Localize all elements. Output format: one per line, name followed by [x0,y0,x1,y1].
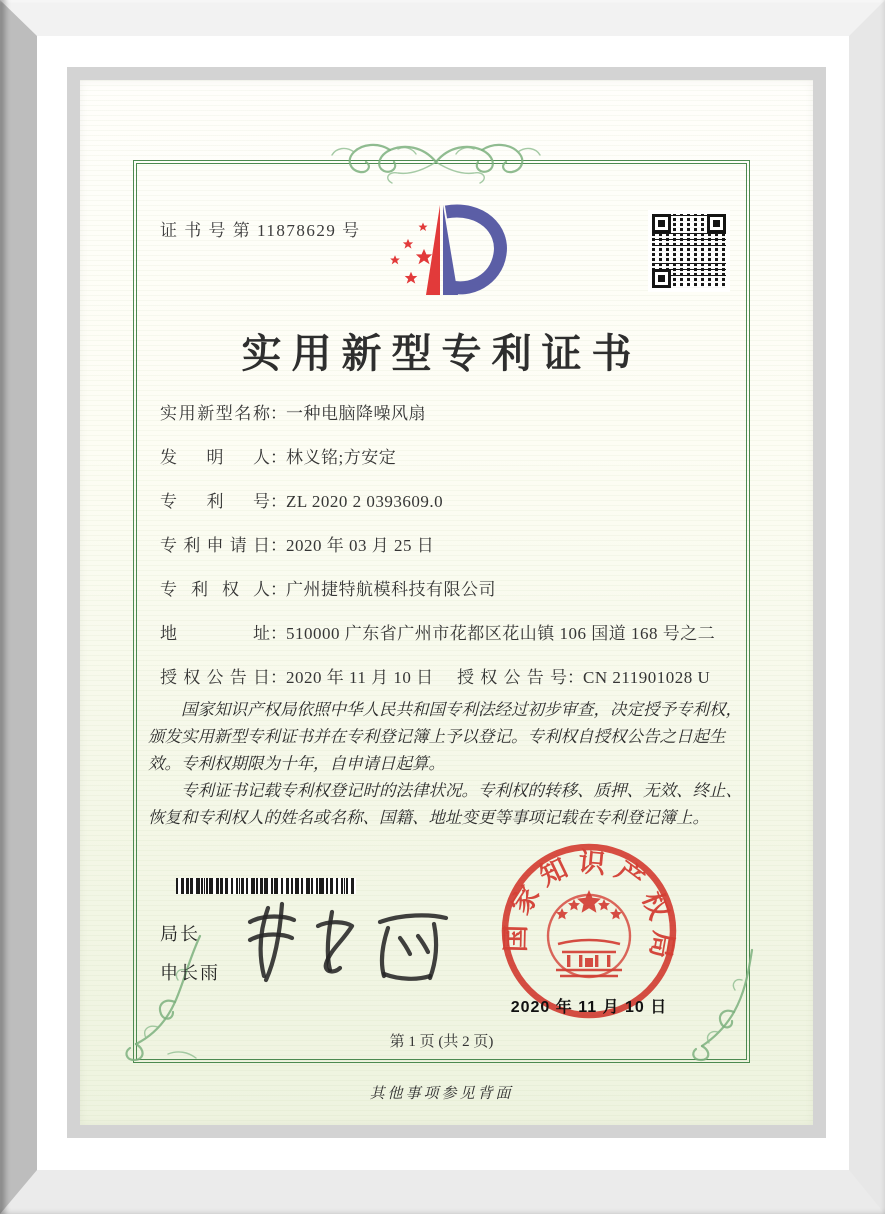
certificate-title: 实用新型专利证书 [241,331,642,376]
certificate-number: 证 书 号 第 11878629 号 [160,221,361,240]
cnipa-logo-icon [378,200,518,300]
field-row-filing-date: 专利申请日：2020 年 03 月 25 日 [160,536,435,555]
field-value: 2020 年 03 月 25 日 [286,536,435,555]
field-value: 一种电脑降噪风扇 [286,404,426,423]
qr-finder-pattern [652,214,671,233]
field-label: 地址 [160,624,270,643]
field-row-address: 地址：510000 广东省广州市花都区花山镇 106 国道 168 号之二 [160,624,716,643]
qr-finder-pattern [707,214,726,233]
top-dragon-ornament-icon [328,136,544,186]
field-label: 专利号 [160,492,270,511]
field-label: 授权公告号 [457,668,567,687]
field-row-inventor: 发明人：林义铭;方安定 [160,448,397,467]
field-list [160,404,773,712]
legal-paragraph: 国家知识产权局依照中华人民共和国专利法经过初步审查，决定授予专利权，颁发实用新型专利证书并在专利登记簿上予以登记。专利权自授权公告之日起生效。专利权期限为十年，自申请日起算。 [148,700,742,773]
legal-text [148,696,746,831]
field-value: ZL 2020 2 0393609.0 [286,492,444,511]
qr-finder-pattern [652,269,671,288]
handwritten-signature-icon [230,886,465,986]
field-row-name: 实用新型名称：一种电脑降噪风扇 [160,404,426,423]
field-label: 授权公告日 [160,668,270,687]
back-side-note: 其他事项参见背面 [369,1086,514,1102]
field-row-patentee: 专利权人：广州捷特航模科技有限公司 [160,580,496,599]
grant-number: CN 211901028 U [583,668,711,687]
field-value: 510000 广东省广州市花都区花山镇 106 国道 168 号之二 [286,624,716,643]
legal-paragraph: 专利证书记载专利权登记时的法律状况。专利权的转移、质押、无效、终止、恢复和专利权人的姓名或名称、国籍、地址变更等事项记载在专利登记簿上。 [148,781,742,827]
certificate-paper [80,80,813,1125]
field-row-patent-no: 专利号：ZL 2020 2 0393609.0 [160,492,444,511]
seal-circular-text: 国家知识产权局 [500,846,679,969]
page-number: 第 1 页 (共 2 页) [389,1034,494,1050]
field-row-grant: 授权公告日：2020 年 11 月 10 日 授权公告号：CN 211901028 U [160,668,711,687]
seal-date: 2020 年 11 月 10 日 [510,999,668,1016]
field-label: 专利权人 [160,580,270,599]
field-label: 发明人 [160,448,270,467]
signer-name: 申长雨 [160,963,220,983]
signer-title: 局长 [160,924,200,944]
signer-block [160,920,220,985]
grant-date: 2020 年 11 月 10 日 [286,668,434,687]
field-value: 广州捷特航模科技有限公司 [286,580,496,599]
field-label: 专利申请日 [160,536,270,555]
grant-no-pair: 授权公告号：CN 211901028 U [457,668,711,687]
field-label: 实用新型名称 [160,404,270,423]
qr-code-icon [648,210,730,292]
field-value: 林义铭;方安定 [286,448,397,467]
